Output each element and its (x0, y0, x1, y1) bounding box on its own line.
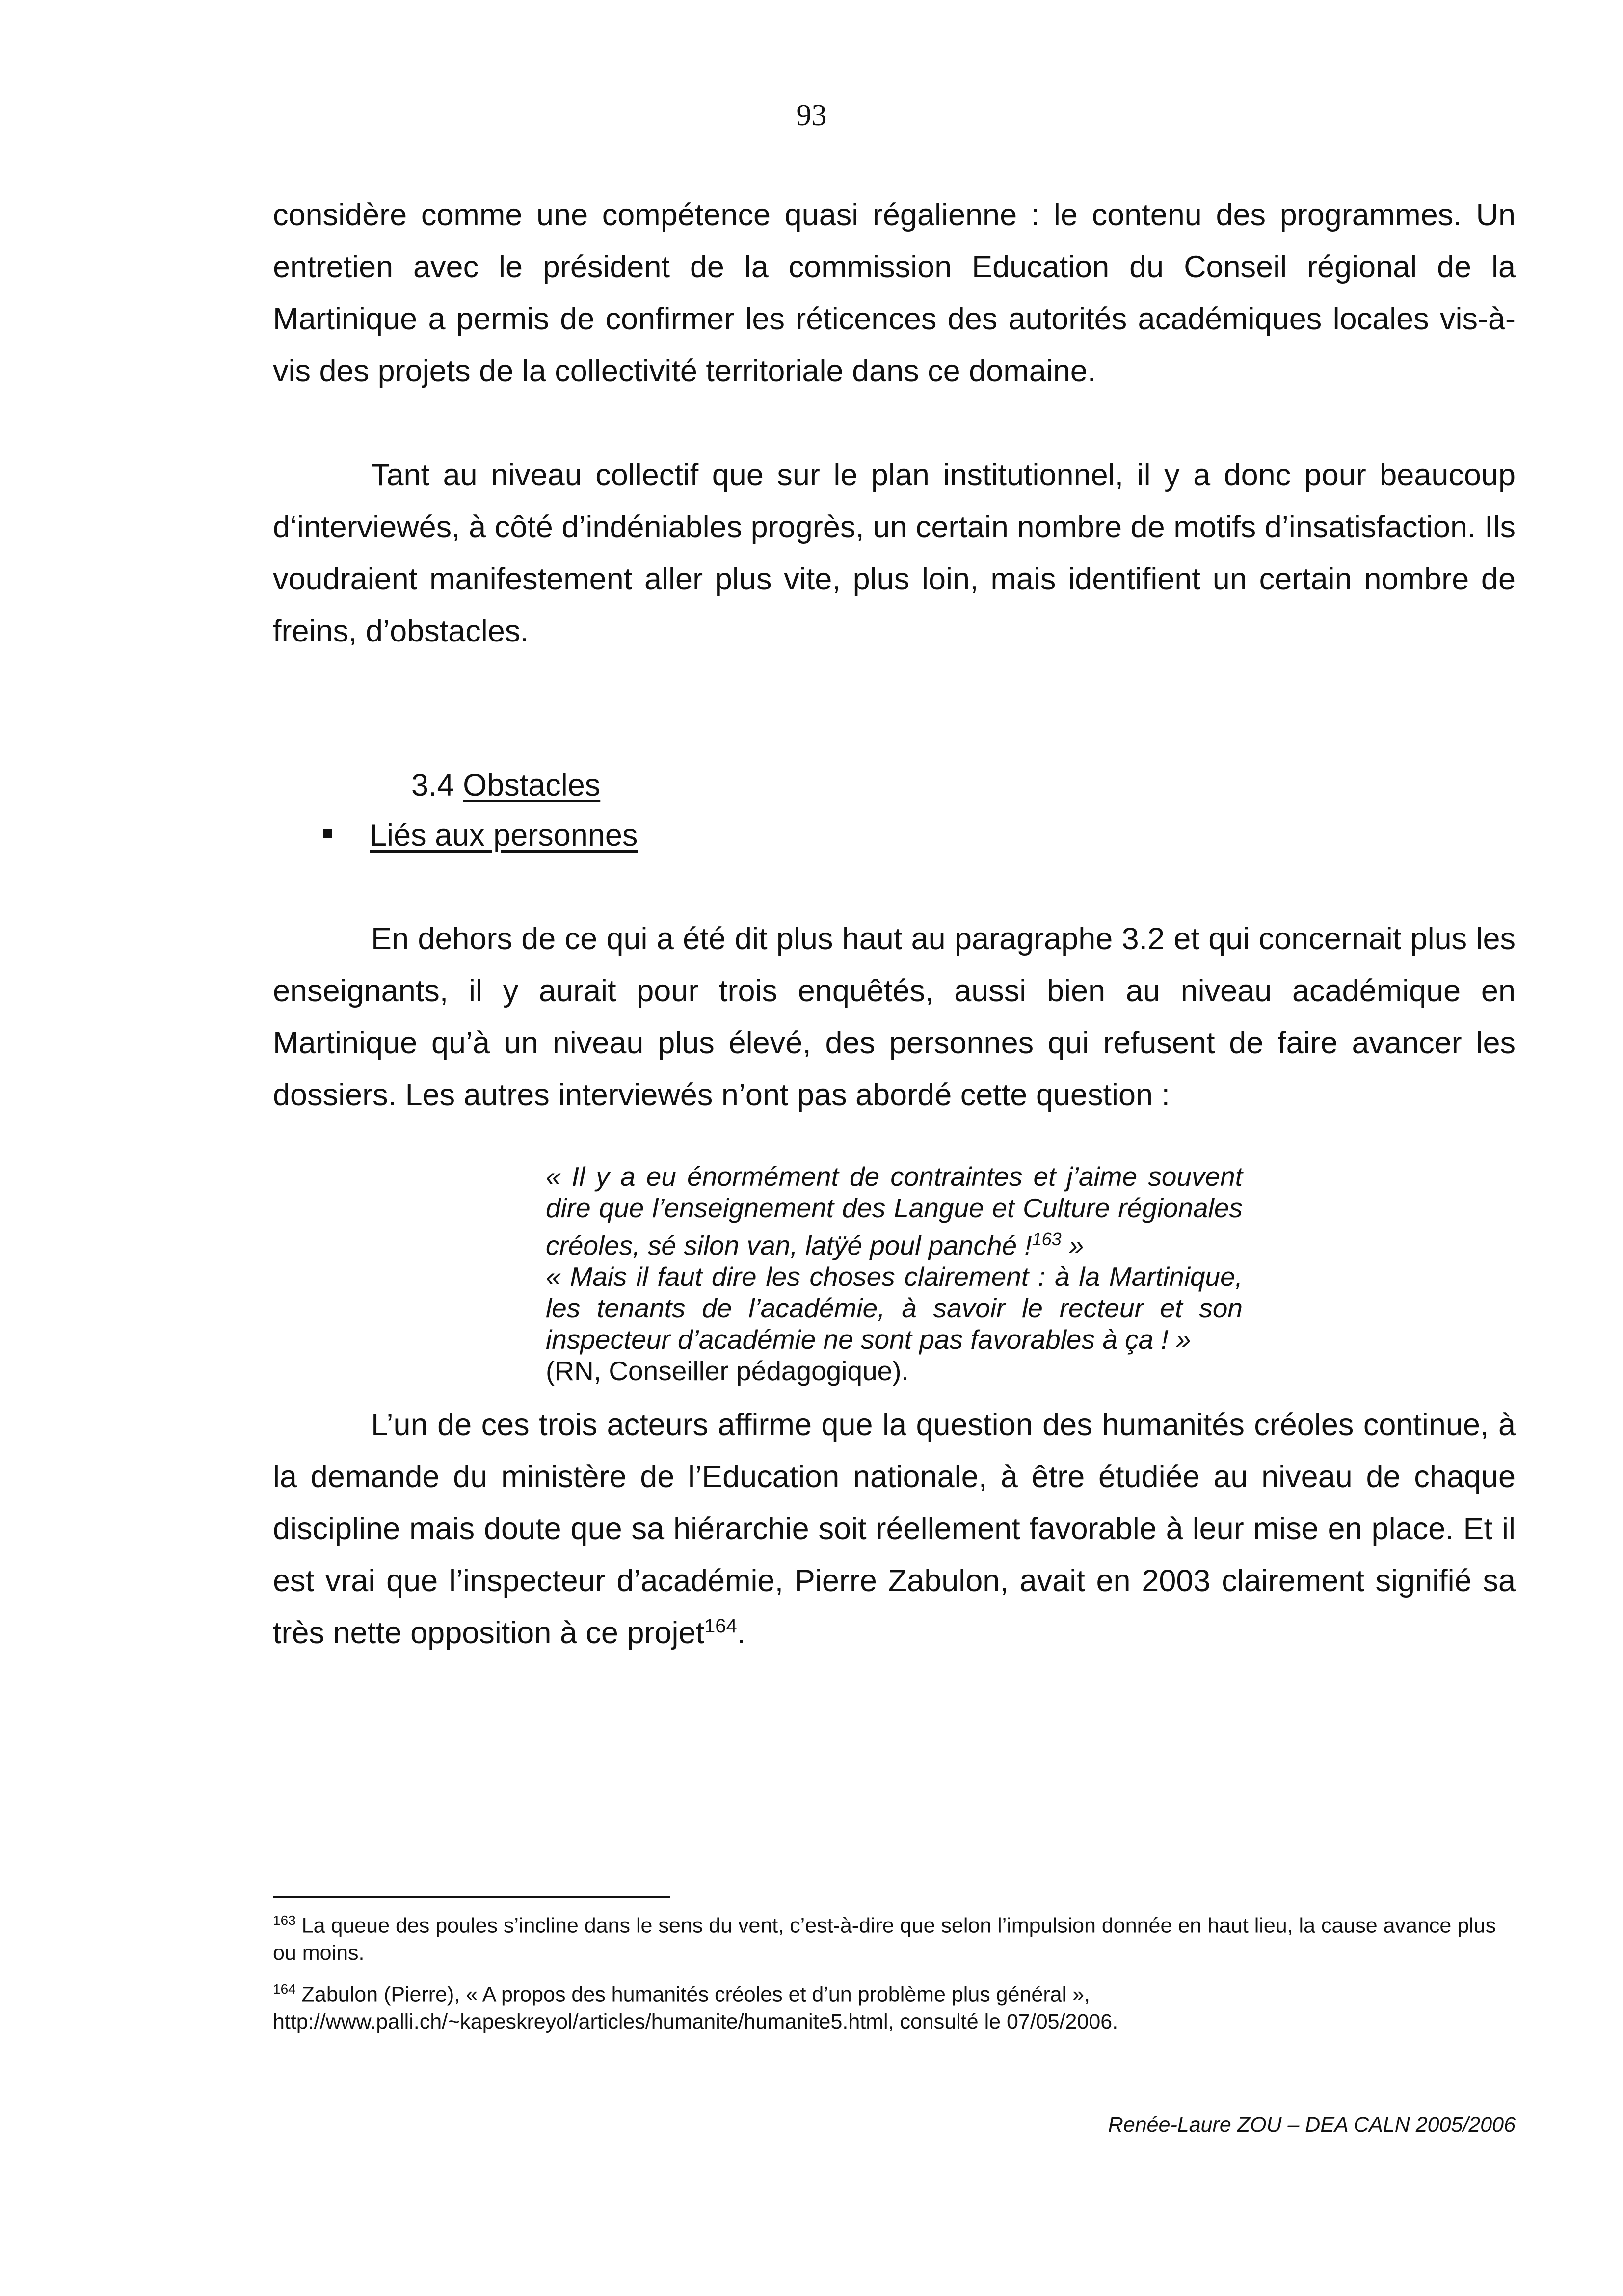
section-number: 3.4 (411, 768, 454, 802)
bullet-icon (323, 829, 332, 838)
quote-attribution: (RN, Conseiller pédagogique). (546, 1356, 909, 1387)
paragraph-2: Tant au niveau collectif que sur le plan institutionnel, il y a donc pour beaucoup d‘interviewés, à côté d’indéniables progrès, un certain nombre de motifs d’insatisfaction. Ils voudraient manifestement aller plus vite, plus loin, mais identifient un certain nombre de freins, d’obstacles. (273, 458, 1516, 648)
paragraph-3: En dehors de ce qui a été dit plus haut au paragraphe 3.2 et qui concernait plus les enseignants, il y aurait pour trois enquêtés, aussi bien au niveau académique en Martinique qu’à un niveau plus élevé, des personnes qui refusent de faire avancer les dossiers. Les autres interviewés n’ont pas abordé cette question : (273, 922, 1516, 1112)
block-quote (546, 1161, 1243, 1387)
paragraph-4: L’un de ces trois acteurs affirme que la question des humanités créoles continue, à la demande du ministère de l’Education nationale, à être étudiée au niveau de chaque discipline mais doute que sa hiérarchie soit réellement favorable à leur mise en place. Et il est vrai que l’inspecteur d’académie, Pierre Zabulon, avait en 2003 clairement signifié sa très nette opposition à ce projet$^{164}$. (273, 1408, 1516, 1650)
page-number: 93 (796, 99, 827, 132)
footnote-163: $^{163}$ La queue des poules s’incline dans le sens du vent, c’est-à-dire que selon l’impulsion donnée en haut lieu, la cause avance plus ou moins. (273, 1913, 1496, 1965)
footnote-ref-163: 163 (1032, 1229, 1062, 1249)
bullet-heading (370, 816, 638, 855)
quote-line-1: « Il y a eu énormément de contraintes et j’aime souvent dire que l’enseignement des Langue et Culture régionales créoles, sé silon van, latÿé poul panché !$^{163}$ » (546, 1161, 1243, 1261)
footnote-164: $^{164}$ Zabulon (Pierre), « A propos des humanités créoles et d’un problème plus général », http://www.palli.ch/~kapeskreyol/articles/humanite/humanite5.html, consulté le 07/05/2006. (273, 1981, 1118, 2034)
footnote-separator (273, 1896, 670, 1898)
section-heading (411, 766, 600, 805)
section-title: Obstacles (463, 768, 601, 802)
footnote-ref-164: 164 (704, 1615, 737, 1637)
quote-line-2: « Mais il faut dire les choses clairement : à la Martinique, les tenants de l’académie, à savoir le recteur et son inspecteur d’académie ne sont pas favorables à ça ! » (546, 1261, 1243, 1355)
bullet-label: Liés aux personnes (370, 818, 638, 853)
page-footer: Renée-Laure ZOU – DEA CALN 2005/2006 (1108, 2113, 1516, 2136)
paragraph-1: considère comme une compétence quasi régalienne : le contenu des programmes. Un entretien avec le président de la commission Education du Conseil régional de la Martinique a permis de confirmer les réticences des autorités académiques locales vis-à-vis des projets de la collectivité territoriale dans ce domaine. (273, 198, 1516, 388)
